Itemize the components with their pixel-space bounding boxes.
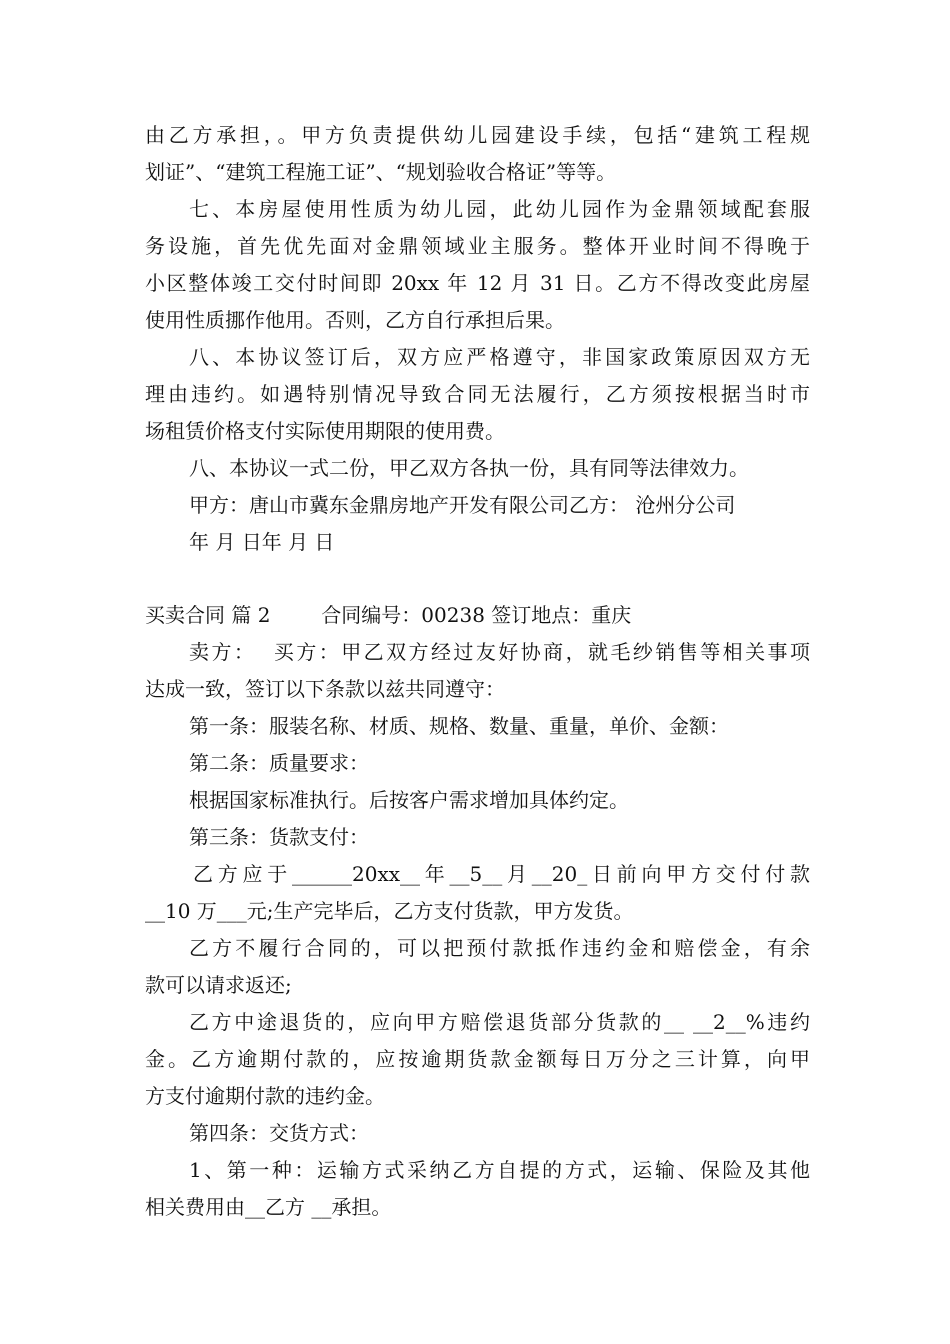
text-line: 第二条：质量要求： (189, 751, 369, 775)
text-line: 第一条：服装名称、材质、规格、数量、重量，单价、金额： (189, 714, 729, 738)
text-line: 第三条：货款支付： (189, 825, 369, 849)
text-line: 第四条：交货方式： (189, 1121, 369, 1145)
text-line: __10 万___元;生产完毕后，乙方支付货款，甲方发货。 (145, 899, 634, 923)
document-body (145, 117, 810, 1226)
text-line: 务设施，首先优先面对金鼎领域业主服务。整体开业时间不得晚于 (145, 234, 810, 258)
text-line: 乙方应于______20xx__年__5__月__20_日前向甲方交付付款 (193, 862, 810, 886)
text-line: 根据国家标准执行。后按客户需求增加具体约定。 (189, 788, 629, 812)
text-line: 理由违约。如遇特别情况导致合同无法履行，乙方须按根据当时市 (145, 382, 810, 406)
text-line: 乙方不履行合同的，可以把预付款抵作违约金和赔偿金，有余 (189, 936, 810, 960)
text-line: 乙方中途退货的，应向甲方赔偿退货部分货款的__ __2__%违约 (189, 1010, 810, 1034)
text-line: 1、第一种：运输方式采纳乙方自提的方式，运输、保险及其他 (189, 1158, 810, 1182)
text-line: 场租赁价格支付实际使用期限的使用费。 (145, 419, 505, 443)
text-line: 由乙方承担，。甲方负责提供幼儿园建设手续，包括“建筑工程规 (145, 123, 810, 147)
text-line: 达成一致，签订以下条款以兹共同遵守： (145, 677, 505, 701)
section-gap (145, 561, 810, 597)
text-line: 甲方：唐山市冀东金鼎房地产开发有限公司乙方： 沧州分公司 (189, 493, 736, 517)
text-line: 八、本协议签订后，双方应严格遵守，非国家政策原因双方无 (189, 345, 810, 369)
text-line: 金。乙方逾期付款的，应按逾期货款金额每日万分之三计算，向甲 (145, 1047, 810, 1071)
text-line: 八、本协议一式二份，甲乙双方各执一份，具有同等法律效力。 (189, 456, 749, 480)
text-line: 年 月 日年 月 日 (189, 530, 335, 554)
text-line: 卖方： 买方：甲乙双方经过友好协商，就毛纱销售等相关事项 (189, 640, 810, 664)
text-line: 七、本房屋使用性质为幼儿园，此幼儿园作为金鼎领域配套服 (189, 197, 810, 221)
text-line: 小区整体竣工交付时间即 20xx 年 12 月 31 日。乙方不得改变此房屋 (145, 271, 810, 295)
text-line: 使用性质挪作他用。否则，乙方自行承担后果。 (145, 308, 565, 332)
section-heading: 买卖合同 篇 2 合同编号：00238 签订地点：重庆 (145, 603, 632, 627)
text-line: 划证”、“建筑工程施工证”、“规划验收合格证”等等。 (145, 160, 617, 184)
text-line: 款可以请求返还; (145, 973, 292, 997)
text-line: 相关费用由__乙方 __承担。 (145, 1195, 392, 1219)
text-line: 方支付逾期付款的违约金。 (145, 1084, 385, 1108)
